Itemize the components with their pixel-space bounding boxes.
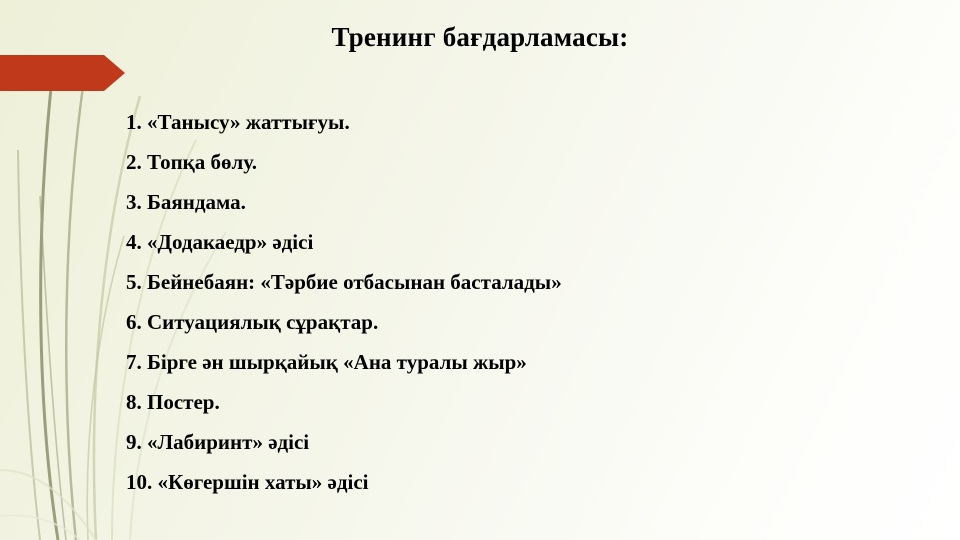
list-item: 9. «Лабиринт» әдісі (126, 430, 310, 454)
list-item: 4. «Додакаедр» әдісі (126, 230, 314, 254)
list-item: 10. «Көгершін хаты» әдісі (126, 470, 369, 494)
list-item: 8. Постер. (126, 390, 220, 414)
program-list (126, 112, 926, 512)
list-item: 6. Ситуациялық сұрақтар. (126, 310, 379, 334)
red-arrow-banner (0, 55, 125, 91)
list-item: 2. Топқа бөлу. (126, 150, 257, 174)
page-title: Тренинг бағдарламасы: (331, 22, 629, 52)
list-item: 5. Бейнебаян: «Тәрбие отбасынан басталады» (126, 270, 562, 294)
list-item: 7. Бірге ән шырқайық «Ана туралы жыр» (126, 350, 527, 374)
list-item: 1. «Танысу» жаттығуы. (126, 110, 350, 134)
list-item: 3. Баяндама. (126, 190, 246, 214)
